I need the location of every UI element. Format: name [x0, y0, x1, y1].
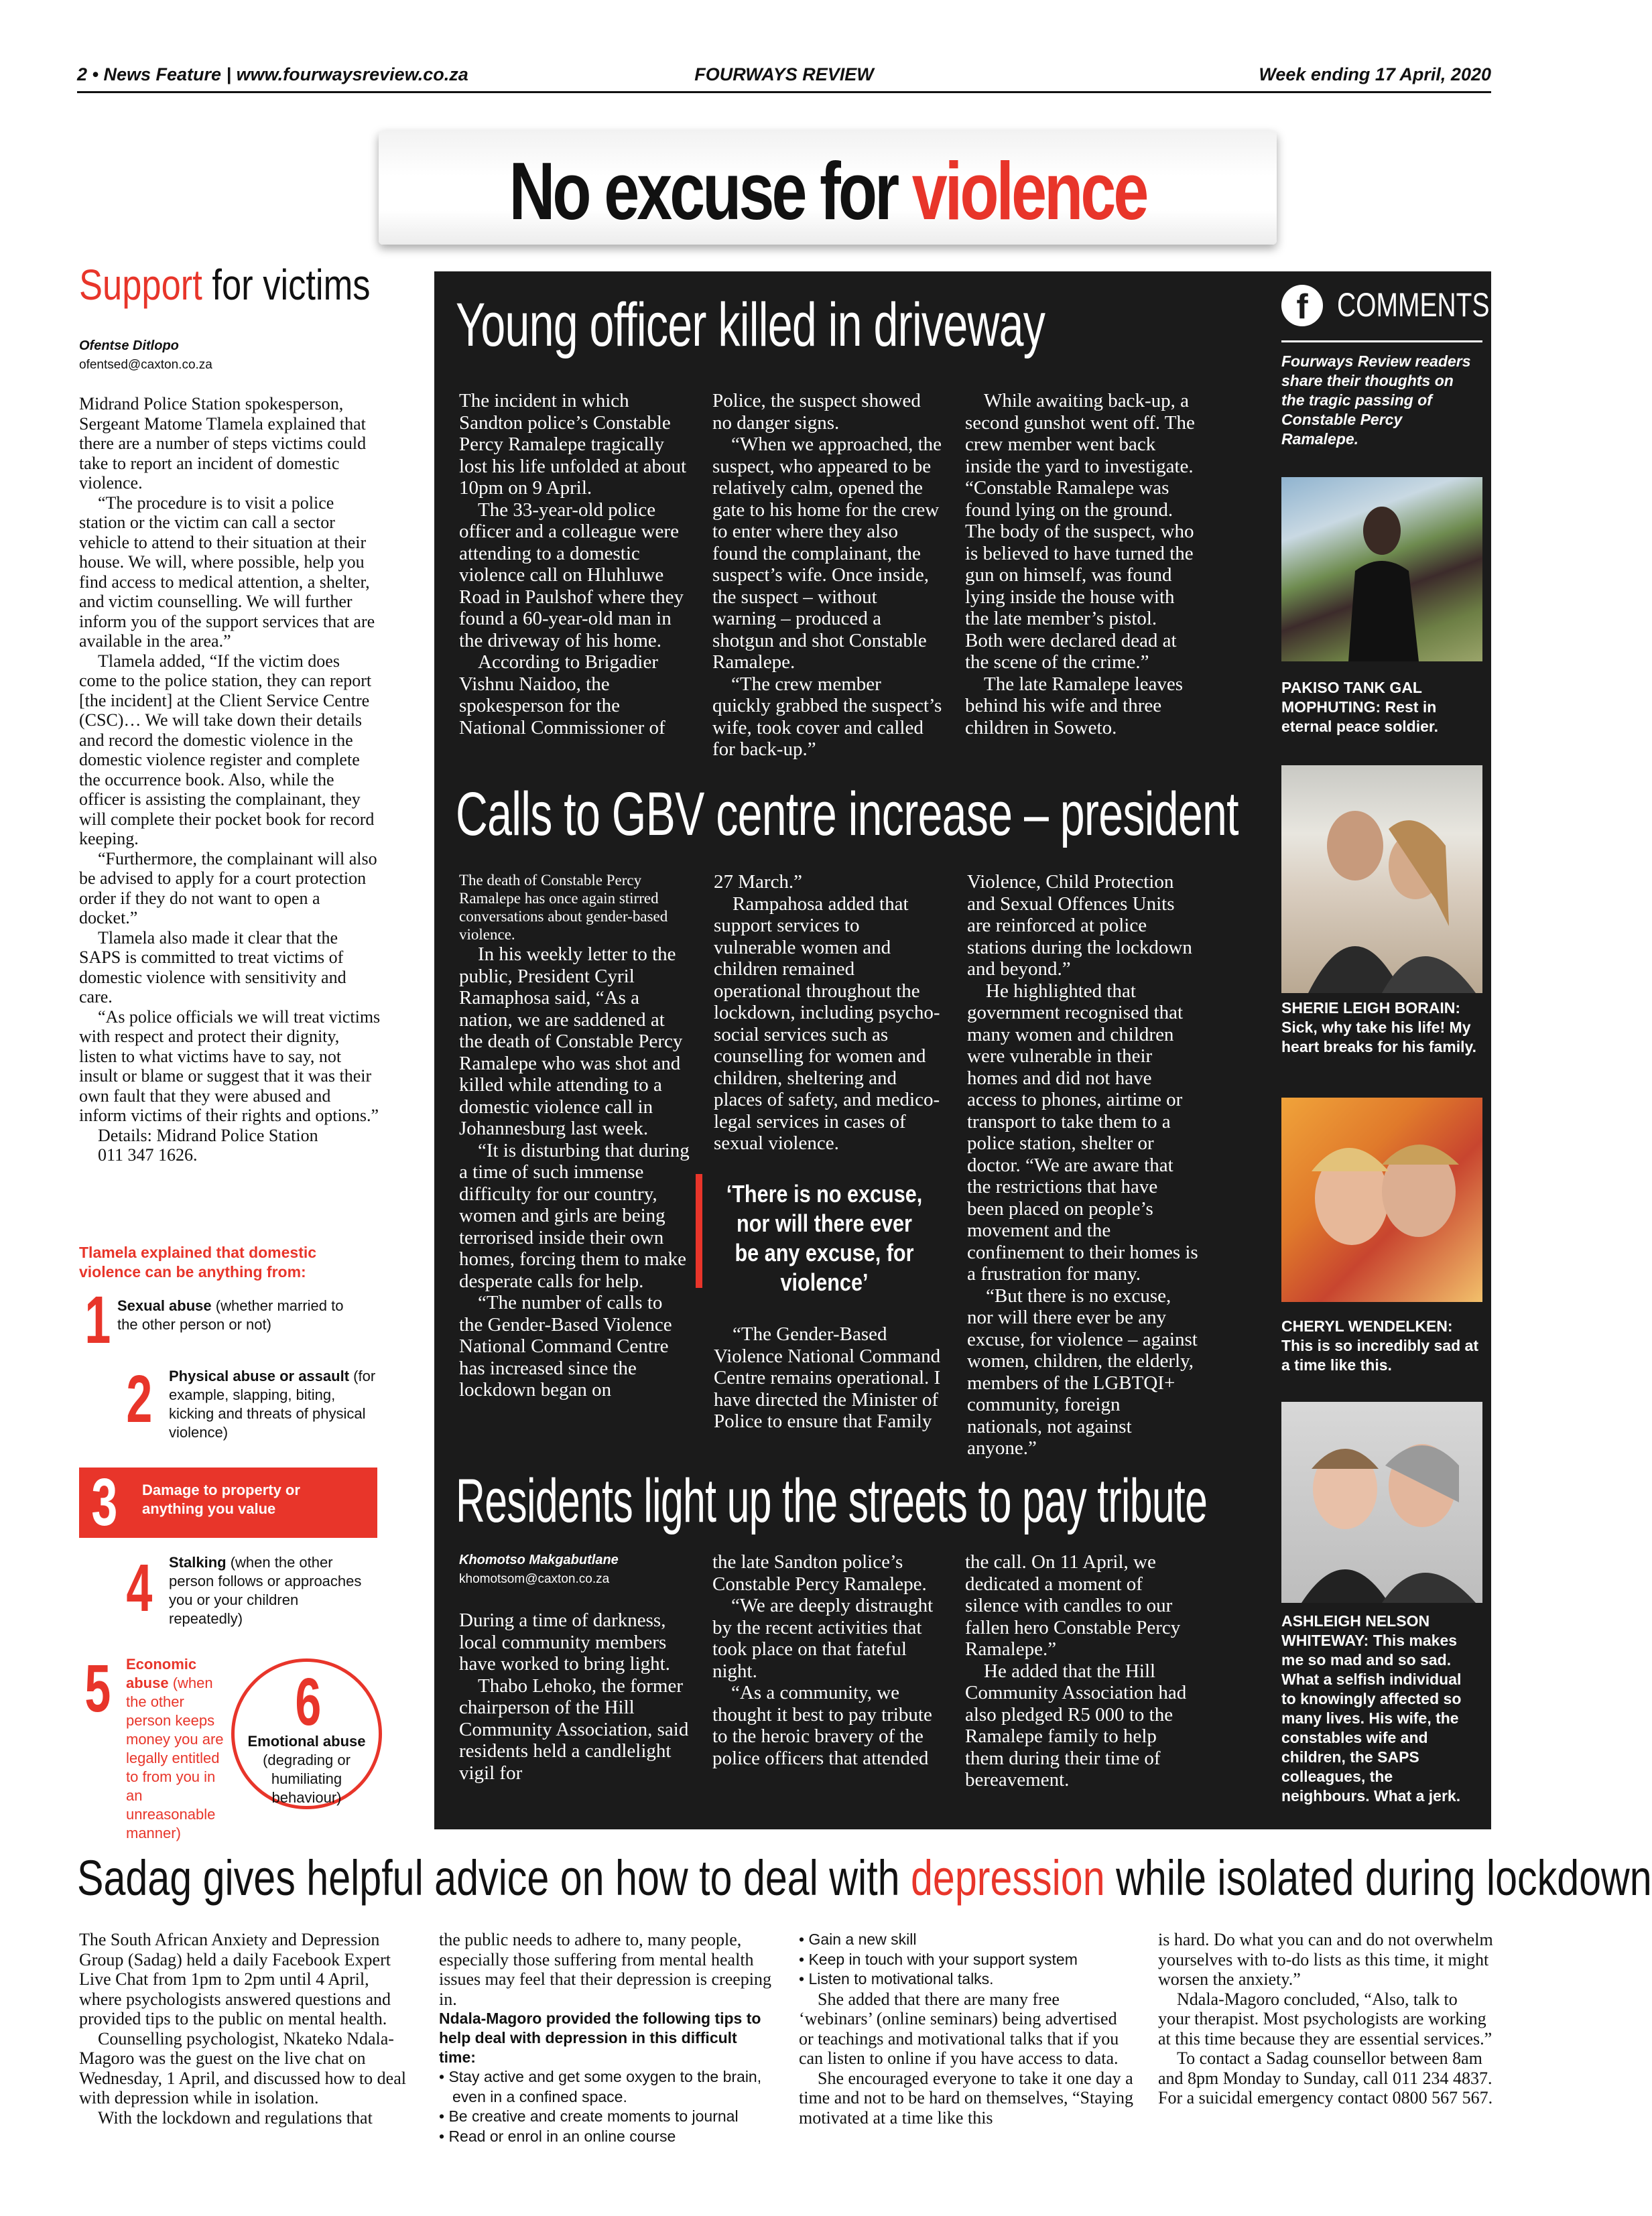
officer-headline: Young officer killed in driveway — [456, 291, 1045, 359]
support-byline — [79, 338, 381, 373]
commenter-photo — [1281, 477, 1482, 661]
paragraph: Details: Midrand Police Station — [98, 1125, 318, 1145]
commenter-photo — [1281, 1402, 1482, 1603]
paragraph: While awaiting back-up, a second gunshot went off. The crew member went back inside the yard to investigate. “Constable Ramalepe was found lying on the ground. The body of the suspect, who is believed to have turned the gun on himself, was found lying inside the house with the late member’s pistol. Both were declared dead at the scene of the crime.” — [965, 390, 1195, 673]
paragraph: Midrand Police Station spokesperson, Sergeant Matome Tlamela explained that there are a number of steps victims could take to report an incident of domestic violence. — [79, 394, 367, 493]
facebook-icon: f — [1281, 285, 1323, 326]
sadag-col-2 — [439, 1930, 774, 2146]
step-number: 1 — [84, 1283, 111, 1358]
gbv-col-2 — [714, 871, 945, 1155]
paragraph: “As a community, we thought it best to pay tribute to the heroic bravery of the police officers that attended — [712, 1682, 932, 1769]
sadag-headline: Sadag gives helpful advice on how to deal with depression while isolated during lockdown — [77, 1850, 1652, 1906]
residents-headline: Residents light up the streets to pay tribute — [456, 1467, 1208, 1535]
step-item: Physical abuse or assault (for example, slapping, biting, kicking and threats of physical violence) — [169, 1368, 376, 1441]
paragraph: Thabo Lehoko, the former chairperson of the Hill Community Association, said residents held a candlelight vigil for — [459, 1675, 689, 1784]
paragraph: In his weekly letter to the public, President Cyril Ramaphosa said, “As a nation, we are saddened at the death of Constable Percy Ramalepe who was shot and killed while attending to a domestic violence call in Johannesburg last week. — [459, 943, 683, 1139]
paragraph: 27 March.” — [714, 871, 803, 893]
support-body — [79, 394, 381, 1165]
page-header — [77, 64, 1491, 93]
list-item: • Listen to motivational talks. — [799, 1970, 994, 1987]
officer-col-2 — [712, 390, 944, 761]
paragraph: the call. On 11 April, we dedicated a moment of silence with candles to our fallen hero Constable Percy Ramalepe.” — [965, 1551, 1181, 1660]
paragraph: “As police officials we will treat victims with respect and protect their dignity, listen to what victims have to say, not insult or blame or suggest that it was their own fault that they were abused and inform victims of their rights and options.” — [79, 1006, 381, 1125]
couple-silhouette-icon — [1281, 765, 1482, 993]
list-intro: Tlamela explained that domestic violence can be anything from: — [79, 1244, 317, 1281]
paragraph: She added that there are many free ‘webinars’ (online seminars) being advertised or teachings and motivational talks that if you can listen to online if you have access to data. — [799, 1989, 1119, 2068]
person-silhouette-icon — [1281, 477, 1482, 661]
officer-col-1 — [459, 390, 690, 738]
paragraph: Tlamela added, “If the victim does come to the police station, they can report [the incident] at the Client Service Centre (CSC)… We will take down their details and record the domestic violence in the domestic violence register and complete the occurrence book. Also, while the officer is assisting the complainant, they will complete their pocket book for record keeping. — [79, 651, 375, 848]
paragraph: Rampahosa added that support services to vulnerable women and children remained operational throughout the lockdown, including psycho-social services such as counselling for women and children, sheltering and places of safety, and medico-legal services in cases of sexual violence. — [714, 893, 940, 1154]
phone-number: 011 347 1626. — [98, 1145, 198, 1165]
comment: SHERIE LEIGH BORAIN: Sick, why take his life! My heart breaks for his family. — [1281, 999, 1477, 1055]
comment: ASHLEIGH NELSON WHITEWAY: This makes me so mad and so sad. What a selfish individual to knowingly affected so many lives. His wife, the constables wife and children, the SAPS colleagues, the neighbours. What a jerk. — [1281, 1612, 1462, 1805]
paragraph: The late Ramalepe leaves behind his wife and three children in Soweto. — [965, 673, 1184, 738]
tips-list — [799, 1930, 1134, 1990]
paragraph: The South African Anxiety and Depression Group (Sadag) held a daily Facebook Expert Live Chat from 1pm to 2pm until 4 April, where psychologists answered questions and provided tips to the public on mental health. — [79, 1930, 391, 2028]
step-number: 2 — [126, 1362, 153, 1437]
step-item: Sexual abuse (whether married to the other person or not) — [117, 1297, 344, 1333]
paragraph: the late Sandton police’s Constable Percy Ramalepe. — [712, 1551, 927, 1595]
list-item: • Be creative and create moments to journal — [439, 2107, 739, 2125]
paragraph: He highlighted that government recognised that many women and children were vulnerable in their homes and did not have access to phones, airtime or transport to take them to a police station, shelter or doctor. “We are aware that the restrictions that have been placed on people’s movement and the confinement to their homes is a frustration for many. — [967, 980, 1198, 1285]
paragraph: “The procedure is to visit a police station or the victim can call a sector vehicle to attend to their situation at their house. We will, where possible, help you find access to medical attention, a shelter, and victim counselling. We will further inform you of the support services that are available in the area.” — [79, 493, 375, 651]
paragraph: To contact a Sadag counsellor between 8am and 8pm Monday to Sunday, call 011 234 4837. For a suicidal emergency contact 0800 567 567. — [1158, 2048, 1493, 2107]
list-item: • Keep in touch with your support system — [799, 1950, 1078, 1968]
paragraph: She encouraged everyone to take it one day a time and not to be hard on themselves, “Staying motivated at a time like this — [799, 2068, 1133, 2128]
author-name: Ofentse Ditlopo — [79, 338, 179, 353]
step-number: 5 — [84, 1651, 111, 1726]
paragraph: “Furthermore, the complainant will also be advised to apply for a court protection order if they do not want to open a docket.” — [79, 848, 377, 927]
commenter-photo — [1281, 765, 1482, 993]
author-email: khomotsom@caxton.co.za — [459, 1572, 610, 1586]
step-item: Emotional abuse (degrading or humiliating behaviour) — [247, 1733, 366, 1806]
step-number: 3 — [91, 1465, 118, 1540]
tips-list — [439, 2067, 774, 2146]
sadag-col-4 — [1158, 1930, 1493, 2108]
lead-paragraph: The death of Constable Percy Ramalepe has once again stirred conversations about gender-based violence. — [459, 872, 668, 943]
paragraph: With the lockdown and regulations that — [98, 2107, 373, 2128]
list-item: • Stay active and get some oxygen to the brain, even in a confined space. — [439, 2068, 762, 2105]
residents-col-3 — [965, 1551, 1196, 1791]
paragraph: Violence, Child Protection and Sexual Offences Units are reinforced at police stations during the lockdown and beyond.” — [967, 871, 1192, 980]
paragraph: Police, the suspect showed no danger signs. — [712, 390, 921, 434]
paragraph: “We are deeply distraught by the recent activities that took place on that fateful night. — [712, 1595, 934, 1682]
paragraph: “The number of calls to the Gender-Based Violence National Command Centre has increased since the lockdown began on — [459, 1292, 672, 1400]
paragraph: “When we approached, the suspect, who appeared to be relatively calm, opened the gate to his home for the crew to enter where they also found the complainant, the suspect’s wife. Once inside, the suspect – without warning – produced a shotgun and shot Constable Ramalepe. — [712, 434, 942, 673]
step-item: Damage to property or anything you value — [142, 1482, 300, 1517]
author-name: Khomotso Makgabutlane — [459, 1553, 619, 1567]
paragraph: During a time of darkness, local community members have worked to bring light. — [459, 1610, 670, 1675]
gbv-col-2b — [714, 1323, 945, 1433]
residents-byline — [459, 1553, 690, 1587]
paragraph: Tlamela also made it clear that the SAPS is committed to treat victims of domestic violence with sensitivity and care. — [79, 927, 346, 1006]
paragraph: According to Brigadier Vishnu Naidoo, the spokesperson for the National Commissioner of — [459, 651, 665, 738]
author-email: ofentsed@caxton.co.za — [79, 358, 212, 372]
gbv-col-3 — [967, 871, 1198, 1459]
comments-heading: COMMENTS — [1337, 286, 1490, 324]
paragraph: the public needs to adhere to, many people, especially those suffering from mental health issues may feel that their depression is creeping in. — [439, 1930, 772, 2009]
paragraph: “It is disturbing that during a time of such immense difficulty for our country, women and girls are being terrorised inside their own homes, forcing them to make desperate calls for help. — [459, 1139, 690, 1292]
officer-col-3 — [965, 390, 1196, 738]
portrait-icon — [1281, 1402, 1482, 1603]
comments-intro: Fourways Review readers share their thoughts on the tragic passing of Constable Percy Ramalepe. — [1281, 352, 1471, 448]
paragraph: He added that the Hill Community Association had also pledged R5 000 to the Ramalepe family to help them during their time of bereavement. — [965, 1660, 1187, 1790]
paragraph: Counselling psychologist, Nkateko Ndala-Magoro was the guest on the live chat on Wednesday, 1 April, and discussed how to deal with depression while in isolation. — [79, 2028, 406, 2107]
tips-intro: Ndala-Magoro provided the following tips to help deal with depression in this difficult time: — [439, 2010, 761, 2066]
list-item: • Gain a new skill — [799, 1931, 917, 1948]
residents-col-2 — [712, 1551, 944, 1769]
residents-col-1 — [459, 1610, 690, 1784]
gbv-headline: Calls to GBV centre increase – president — [456, 780, 1238, 848]
header-masthead: FOURWAYS REVIEW — [694, 64, 874, 84]
header-section: 2 • News Feature | www.fourwaysreview.co.za — [77, 64, 468, 84]
comment: PAKISO TANK GAL MOPHUTING: Rest in eternal peace soldier. — [1281, 679, 1438, 735]
commenter-photo — [1281, 1098, 1482, 1302]
paragraph: The incident in which Sandton police’s Constable Percy Ramalepe tragically lost his life unfolded at about 10pm on 9 April. — [459, 390, 687, 499]
sadag-col-3 — [799, 1930, 1134, 2128]
support-headline: Support for victims — [79, 261, 371, 309]
paragraph: “But there is no excuse, nor will there ever be any excuse, for violence – against women, children, the elderly, members of the LGBTQI+ community, foreign nationals, not against anyone.” — [967, 1285, 1198, 1459]
list-item: • Read or enrol in an online course — [439, 2127, 676, 2145]
main-headline: No excuse for violence — [509, 145, 1147, 237]
pull-quote-bar — [696, 1174, 702, 1288]
gbv-col-1 — [459, 871, 690, 1401]
step-item: Stalking (when the other person follows or approaches you or your children repeatedly) — [169, 1554, 362, 1627]
step-number: 4 — [126, 1551, 153, 1626]
paragraph: The 33-year-old police officer and a colleague were attending to a domestic violence call on Hluhluwe Road in Paulshof where they found a 60-year-old man in the driveway of his home. — [459, 499, 684, 651]
step-item: Economic abuse (when the other person keeps money you are legally entitled to from you in an unreasonable manner) — [126, 1656, 224, 1841]
header-date: Week ending 17 April, 2020 — [1259, 64, 1491, 84]
comment: CHERYL WENDELKEN: This is so incredibly sad at a time like this. — [1281, 1317, 1478, 1374]
divider — [1281, 340, 1482, 342]
paragraph: is hard. Do what you can and do not overwhelm yourselves with to-do lists as this time, it might worsen the anxiety.” — [1158, 1930, 1493, 1989]
step-number: 6 — [295, 1665, 322, 1740]
paragraph: “The Gender-Based Violence National Command Centre remains operational. I have directed the Minister of Police to ensure that Family — [714, 1323, 941, 1432]
paragraph: Ndala-Magoro concluded, “Also, talk to your therapist. Most psychologists are working at this time because they are essential services.” — [1158, 1989, 1492, 2048]
pull-quote: ‘There is no excuse, nor will there ever be any excuse, for violence’ — [726, 1180, 923, 1296]
portrait-icon — [1281, 1098, 1482, 1302]
paragraph: “The crew member quickly grabbed the suspect’s wife, took cover and called for back-up.” — [712, 673, 942, 760]
sadag-col-1 — [79, 1930, 414, 2128]
